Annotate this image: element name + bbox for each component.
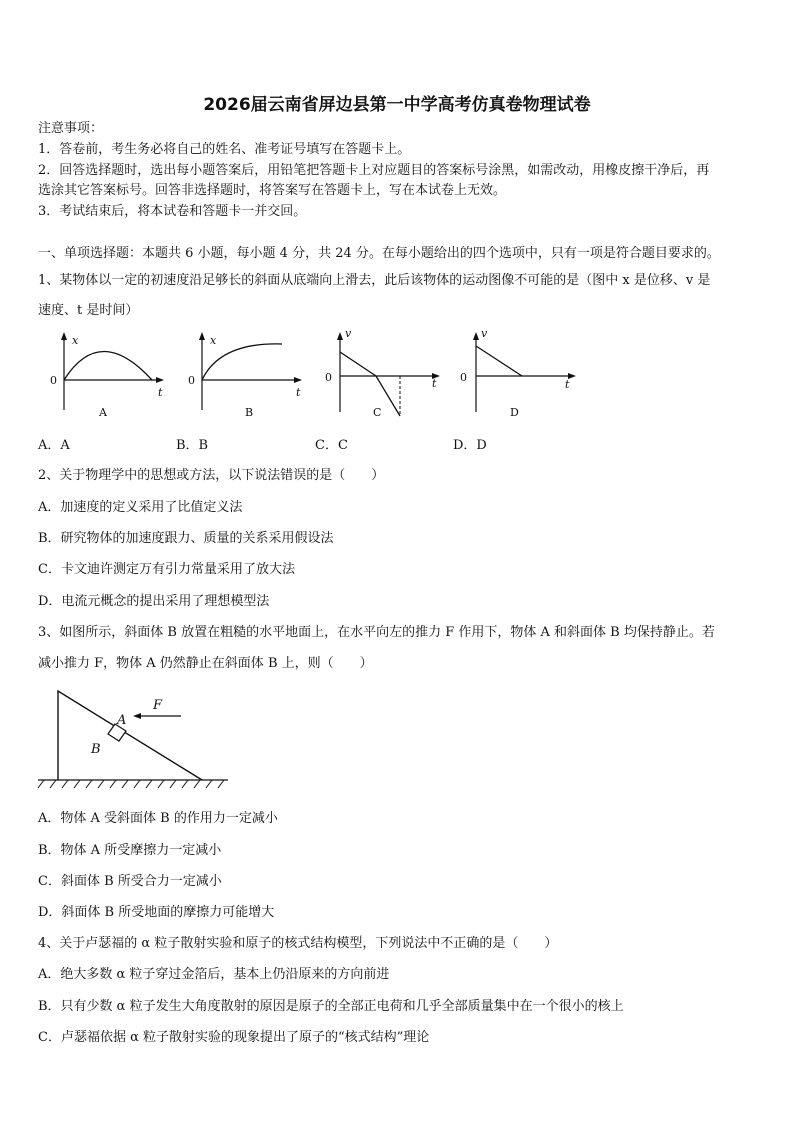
q3-stem-line-1: 3、如图所示，斜面体 B 放置在粗糙的水平地面上，在水平向左的推力 F 作用下，物体 A 和斜面体 B 均保持静止。若 <box>38 625 715 640</box>
notice-item-3: 3．考试结束后，将本试卷和答题卡一并交回。 <box>38 204 307 219</box>
q3-figure-label-a: A <box>117 713 127 728</box>
q3-option-c: C．斜面体 B 所受合力一定减小 <box>38 874 222 889</box>
q1-graph-d-x-label: t <box>565 378 570 391</box>
q4-stem: 4、关于卢瑟福的 α 粒子散射实验和原子的核式结构模型，下列说法中不正确的是（ ） <box>38 936 558 951</box>
q3-option-d: D．斜面体 B 所受地面的摩擦力可能增大 <box>38 905 275 920</box>
q1-graph-a-caption: A <box>99 406 107 419</box>
q1-option-c: C．C <box>315 438 348 453</box>
notice-item-2-line-1: 2．回答选择题时，选出每小题答案后，用铅笔把答题卡上对应题目的答案标号涂黑，如需改动，用橡皮擦干净后，再 <box>38 163 710 178</box>
q3-figure-label-f: F <box>153 698 163 713</box>
q1-graph-c-origin: 0 <box>325 371 332 384</box>
section-heading: 一、单项选择题：本题共 6 小题，每小题 4 分，共 24 分。在每小题给出的四个选项中，只有一项是符合题目要求的。 <box>38 246 720 261</box>
q1-graph-a-x-label: t <box>158 386 163 399</box>
q1-stem-line-2: 速度、t 是时间） <box>38 303 139 318</box>
q1-graph-a-y-label: x <box>72 334 79 347</box>
q1-graph-b-x-label: t <box>296 386 301 399</box>
q1-graph-c-y-label: v <box>345 327 352 340</box>
q2-option-a: A．加速度的定义采用了比值定义法 <box>38 500 243 515</box>
notice-heading: 注意事项： <box>38 121 104 136</box>
q1-graph-d-y-label: v <box>481 327 488 340</box>
q1-option-b: B．B <box>176 438 209 453</box>
page-title: 2026届云南省屏边县第一中学高考仿真卷物理试卷 <box>203 95 591 115</box>
q1-graph-d-origin: 0 <box>460 371 467 384</box>
q2-option-b: B．研究物体的加速度跟力、质量的关系采用假设法 <box>38 531 334 546</box>
q1-graph-b-origin: 0 <box>188 374 195 387</box>
q2-option-d: D．电流元概念的提出采用了理想模型法 <box>38 594 270 609</box>
notice-item-1: 1．答卷前，考生务必将自己的姓名、准考证号填写在答题卡上。 <box>38 142 411 157</box>
q1-graph-c-caption: C <box>373 406 382 419</box>
q3-option-b: B．物体 A 所受摩擦力一定减小 <box>38 843 222 858</box>
q3-stem-line-2: 减小推力 F，物体 A 仍然静止在斜面体 B 上，则（ ） <box>38 656 373 671</box>
q3-incline-figure <box>38 688 238 788</box>
q1-graph-b-y-label: x <box>210 334 217 347</box>
q3-figure-label-b: B <box>91 742 101 757</box>
q4-option-c: C．卢瑟福依据 α 粒子散射实验的现象提出了原子的“核式结构”理论 <box>38 1030 430 1045</box>
q1-graph-b-caption: B <box>245 406 254 419</box>
q1-option-d: D．D <box>453 438 487 453</box>
q2-option-c: C．卡文迪许测定万有引力常量采用了放大法 <box>38 562 295 577</box>
q1-graph-b <box>178 328 308 423</box>
q1-graph-a-origin: 0 <box>50 374 57 387</box>
q3-option-a: A．物体 A 受斜面体 B 的作用力一定减小 <box>38 811 278 826</box>
q4-option-b: B．只有少数 α 粒子发生大角度散射的原因是原子的全部正电荷和几乎全部质量集中在一个很小的核上 <box>38 999 624 1014</box>
q4-option-a: A．绝大多数 α 粒子穿过金箔后，基本上仍沿原来的方向前进 <box>38 967 390 982</box>
q1-option-a: A．A <box>38 438 70 453</box>
q1-graph-d-caption: D <box>510 406 519 419</box>
q1-stem-line-1: 1、某物体以一定的初速度沿足够长的斜面从底端向上滑去，此后该物体的运动图像不可能的是（图中 x 是位移、v 是 <box>38 273 711 288</box>
q1-graph-c-x-label: t <box>432 377 437 390</box>
notice-item-2-line-2: 选涂其它答案标号。回答非选择题时，将答案写在答题卡上，写在本试卷上无效。 <box>38 183 507 198</box>
q2-stem: 2、关于物理学中的思想或方法，以下说法错误的是（ ） <box>38 468 385 483</box>
